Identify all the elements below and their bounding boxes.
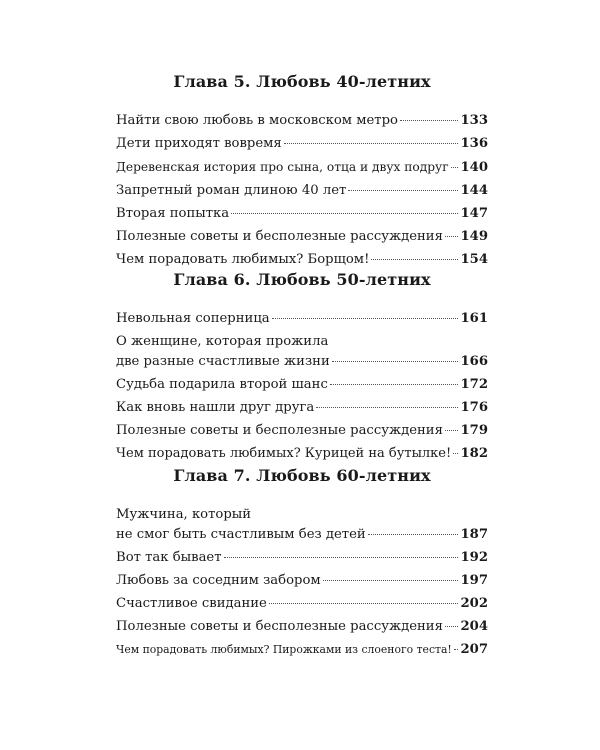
dot-leader (371, 259, 458, 260)
entry-title: Чем порадовать любимых? Пирожками из слоеного теста! (116, 643, 452, 656)
page-number: 179 (460, 423, 488, 438)
page-number: 176 (460, 400, 488, 415)
dot-leader (445, 626, 459, 627)
entry-title: две разные счастливые жизни (116, 354, 330, 369)
entry-title: Деревенская история про сына, отца и двух подруг (116, 160, 449, 174)
dot-leader (348, 190, 458, 191)
entry-title: Найти свою любовь в московском метро (116, 113, 398, 128)
entry-title: Чем порадовать любимых? Курицей на бутылке! (116, 446, 452, 461)
toc-entry[interactable] (116, 594, 488, 614)
page-number: 149 (460, 229, 488, 244)
page-number: 133 (460, 113, 488, 128)
page-number: 144 (460, 183, 488, 198)
entry-title: Дети приходят вовремя (116, 136, 282, 151)
dot-leader (224, 557, 459, 558)
entry-title: Чем порадовать любимых? Борщом! (116, 252, 370, 267)
toc-entry[interactable] (116, 617, 488, 637)
page-number: 172 (460, 377, 488, 392)
chapter-5 (116, 72, 488, 273)
dot-leader (368, 534, 459, 535)
entry-title: Вот так бывает (116, 550, 222, 565)
dot-leader (332, 361, 459, 362)
entry-title: Счастливое свидание (116, 596, 267, 611)
page-number: 202 (460, 596, 488, 611)
page-number: 154 (460, 252, 488, 267)
entry-title: Вторая попытка (116, 206, 230, 221)
toc-entry[interactable] (116, 398, 488, 418)
dot-leader (272, 318, 459, 319)
chapter-7 (116, 466, 488, 663)
dot-leader (454, 649, 459, 650)
dot-leader (231, 213, 458, 214)
entry-title: Как вновь нашли друг друга (116, 400, 315, 415)
page-number: 204 (460, 619, 488, 634)
page-number: 192 (460, 550, 488, 565)
dot-leader (316, 407, 458, 408)
toc-entry[interactable] (116, 309, 488, 329)
page-number: 140 (460, 160, 488, 175)
toc-entry[interactable] (116, 421, 488, 441)
dot-leader (453, 453, 458, 454)
toc-entry[interactable] (116, 134, 488, 154)
entry-title-line1: Мужчина, который (116, 507, 252, 522)
toc-entry[interactable] (116, 181, 488, 201)
page-number: 187 (460, 527, 488, 542)
entry-title: Запретный роман длиною 40 лет (116, 183, 347, 198)
toc-entry[interactable] (116, 250, 488, 270)
dot-leader (330, 384, 459, 385)
toc-entry[interactable] (116, 111, 488, 131)
toc-entry[interactable] (116, 375, 488, 395)
entry-title: Судьба подарила второй шанс (116, 377, 328, 392)
page-number: 166 (460, 354, 488, 369)
toc-entry[interactable] (116, 505, 488, 545)
page-number: 147 (460, 206, 488, 221)
page-number: 197 (460, 573, 488, 588)
entry-title: Полезные советы и бесполезные рассуждения (116, 423, 443, 438)
chapter-title: Глава 6. Любовь 50-летних (173, 270, 431, 289)
entry-title: Полезные советы и бесполезные рассуждения (116, 619, 443, 634)
dot-leader (284, 143, 459, 144)
entry-title: не смог быть счастливым без детей (116, 527, 366, 542)
entry-title: Невольная соперница (116, 311, 270, 326)
toc-entry[interactable] (116, 640, 488, 660)
dot-leader (445, 430, 459, 431)
entry-title: Любовь за соседним забором (116, 573, 321, 588)
chapter-title: Глава 5. Любовь 40-летних (173, 72, 431, 91)
toc-entry[interactable] (116, 332, 488, 372)
toc-entry[interactable] (116, 444, 488, 464)
entry-title: Полезные советы и бесполезные рассуждения (116, 229, 443, 244)
dot-leader (269, 603, 459, 604)
page-number: 207 (460, 642, 488, 657)
page-number: 136 (460, 136, 488, 151)
entry-title-line1: О женщине, которая прожила (116, 334, 329, 349)
page-number: 182 (460, 446, 488, 461)
toc-entry[interactable] (116, 204, 488, 224)
dot-leader (451, 167, 459, 168)
dot-leader (323, 580, 459, 581)
chapter-6 (116, 270, 488, 467)
toc-entry[interactable] (116, 157, 488, 178)
toc-entry[interactable] (116, 548, 488, 568)
page-number: 161 (460, 311, 488, 326)
dot-leader (400, 120, 459, 121)
toc-entry[interactable] (116, 227, 488, 247)
dot-leader (445, 236, 459, 237)
toc-entry[interactable] (116, 571, 488, 591)
chapter-title: Глава 7. Любовь 60-летних (173, 466, 431, 485)
